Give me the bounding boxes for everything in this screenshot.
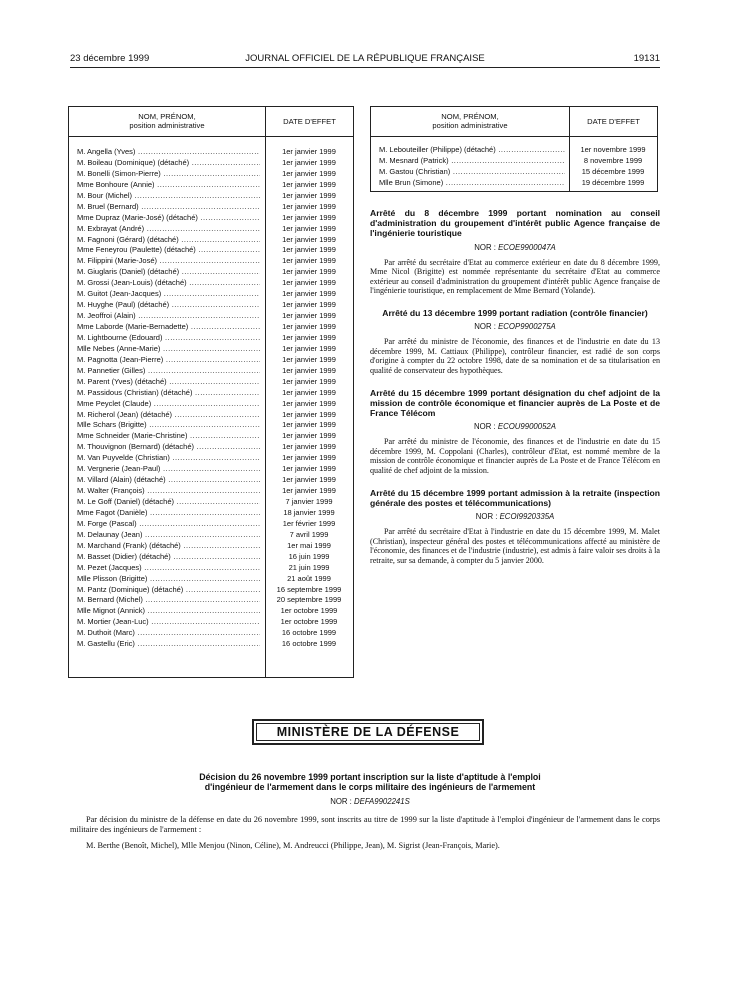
row-name: M. Bruel (Bernard) .....	[77, 202, 260, 213]
row-date: 16 octobre 1999	[281, 639, 337, 649]
row-date: 1er janvier 1999	[282, 289, 336, 299]
table-row	[69, 617, 353, 628]
table-right-header	[371, 107, 657, 137]
col-name-header	[371, 112, 569, 130]
row-date: 1er octobre 1999	[280, 617, 338, 627]
row-date: 1er janvier 1999	[282, 168, 336, 178]
row-date: 8 novembre 1999	[583, 155, 643, 165]
row-date: 1er janvier 1999	[282, 300, 336, 310]
row-name: M. Villard (Alain) (détaché) .....	[77, 475, 260, 486]
row-date: 16 juin 1999	[288, 551, 330, 561]
row-name: Mlle Nebes (Anne-Marie) .....	[77, 344, 260, 355]
table-left-header	[69, 107, 353, 137]
table-row	[69, 530, 353, 541]
table-row	[69, 245, 353, 256]
table-left-rows	[69, 147, 353, 650]
table-row	[69, 388, 353, 399]
table-row	[69, 169, 353, 180]
ministry-heading: MINISTÈRE DE LA DÉFENSE	[256, 723, 480, 741]
table-right	[370, 106, 658, 192]
table-row	[69, 322, 353, 333]
header-page-number: 19131	[633, 53, 660, 64]
table-row	[371, 145, 657, 156]
nor-code: ECOP9900275A	[498, 322, 556, 332]
row-name: M. Duthoit (Marc) .....	[77, 628, 260, 639]
table-row	[69, 191, 353, 202]
decision-text: Par décision du ministre de la défense en date du 26 novembre 1999, sont inscrits au titre de 1999 sur la liste d'aptitude à l'emploi d'ingénieur de l'armement dans le corps militaire des ingénieurs de l'armement :	[70, 815, 660, 834]
col-name-line1: NOM, PRÉNOM,	[138, 112, 196, 121]
table-left	[68, 106, 354, 678]
row-date: 21 août 1999	[287, 573, 331, 583]
nor-code: DEFA9902241S	[354, 797, 410, 806]
header-title: JOURNAL OFFICIEL DE LA RÉPUBLIQUE FRANÇAISE	[245, 53, 485, 64]
row-name: M. Gastellu (Eric) .....	[77, 639, 260, 650]
table-row	[69, 344, 353, 355]
row-date: 1er janvier 1999	[282, 343, 336, 353]
table-row	[69, 278, 353, 289]
row-name: Mme Laborde (Marie-Bernadette) .....	[77, 322, 260, 333]
nor-label: NOR :	[474, 322, 496, 332]
decision-nor	[120, 797, 620, 806]
table-row	[69, 508, 353, 519]
article-nor	[370, 322, 660, 331]
table-row	[69, 235, 353, 246]
nor-code: ECOI9920335A	[499, 511, 555, 521]
row-date: 7 avril 1999	[289, 529, 329, 539]
row-name: Mme Schneider (Marie-Christine) .....	[77, 431, 260, 442]
article-nor	[370, 243, 660, 252]
row-date: 1er janvier 1999	[282, 212, 336, 222]
table-row	[69, 202, 353, 213]
nor-code: ECOE9900047A	[498, 242, 556, 252]
table-row	[69, 552, 353, 563]
table-row	[371, 178, 657, 189]
col-date-header: DATE D'EFFET	[569, 107, 657, 137]
table-row	[69, 213, 353, 224]
row-date: 7 janvier 1999	[285, 497, 333, 506]
col-name-line2: position administrative	[129, 121, 205, 130]
row-date: 1er janvier 1999	[282, 332, 336, 342]
table-row	[69, 256, 353, 267]
table-row	[69, 224, 353, 235]
table-row	[69, 355, 353, 366]
nor-label: NOR :	[330, 797, 352, 806]
row-date: 1er novembre 1999	[580, 145, 646, 154]
row-name: M. Marchand (Frank) (détaché) .....	[77, 541, 260, 552]
row-date: 1er janvier 1999	[282, 475, 336, 485]
table-row	[69, 585, 353, 596]
article	[370, 308, 660, 376]
row-name: M. Parent (Yves) (détaché) .....	[77, 377, 260, 388]
row-name: M. Bonelli (Simon-Pierre) .....	[77, 169, 260, 180]
row-name: M. Pantz (Dominique) (détaché) .....	[77, 585, 260, 596]
article-body: Par arrêté du ministre de l'économie, des finances et de l'industrie en date du 13 décembre 1999, M. Cattiaux (Philippe), contrôleur financier, est radié de son corps d'origine à compter du 22 octobre 1998, date de sa nomination et de sa titularisation en qualité de conservateur des hypothèques.	[370, 337, 660, 375]
row-name: M. Lebouteiller (Philippe) (détaché) .....	[379, 145, 565, 156]
table-row	[69, 300, 353, 311]
article-nor	[370, 422, 660, 431]
row-date: 1er janvier 1999	[282, 147, 336, 156]
row-date: 1er janvier 1999	[282, 464, 336, 474]
table-row	[69, 639, 353, 650]
nor-label: NOR :	[474, 422, 496, 432]
col-date-header: DATE D'EFFET	[265, 107, 353, 137]
row-name: M. Bour (Michel) .....	[77, 191, 260, 202]
row-name: Mlle Brun (Simone) .....	[379, 178, 565, 189]
row-date: 20 septembre 1999	[276, 595, 342, 605]
row-date: 18 janvier 1999	[283, 507, 335, 517]
row-name: M. Forge (Pascal) .....	[77, 519, 260, 530]
row-date: 1er février 1999	[282, 518, 336, 528]
article-title: Arrêté du 13 décembre 1999 portant radiation (contrôle financier)	[382, 307, 648, 318]
row-date: 1er janvier 1999	[282, 267, 336, 277]
table-row	[69, 377, 353, 388]
row-name: M. Mortier (Jean-Luc) .....	[77, 617, 260, 628]
table-right-rows	[371, 145, 657, 189]
table-row	[69, 147, 353, 158]
row-name: Mme Fagot (Danièle) .....	[77, 508, 260, 519]
row-name: M. Guitot (Jean-Jacques) .....	[77, 289, 260, 300]
row-name: M. Thouvignon (Bernard) (détaché) .....	[77, 442, 260, 453]
row-name: M. Boileau (Dominique) (détaché) .....	[77, 158, 260, 169]
article-title: Arrêté du 8 décembre 1999 portant nomination au conseil d'administration du groupement d'intérêt public Agence française de l'ingénierie touristique	[370, 208, 660, 239]
row-date: 1er octobre 1999	[280, 606, 338, 616]
table-row	[69, 464, 353, 475]
row-name: M. Bernard (Michel) .....	[77, 595, 260, 606]
col-name-line2: position administrative	[432, 121, 508, 130]
row-name: M. Vergnerie (Jean-Paul) .....	[77, 464, 260, 475]
table-row	[69, 475, 353, 486]
row-date: 1er janvier 1999	[282, 420, 336, 430]
row-name: M. Lightbourne (Edouard) .....	[77, 333, 260, 344]
row-name: M. Van Puyvelde (Christian) .....	[77, 453, 260, 464]
table-row	[69, 606, 353, 617]
row-date: 1er janvier 1999	[282, 431, 336, 441]
table-row	[69, 267, 353, 278]
article	[370, 388, 660, 476]
nor-code: ECOU9900052A	[497, 422, 556, 432]
table-row	[69, 497, 353, 508]
nor-label: NOR :	[474, 242, 496, 252]
row-name: M. Fagnoni (Gérard) (détaché) .....	[77, 235, 260, 246]
row-name: M. Exbrayat (André) .....	[77, 224, 260, 235]
row-name: M. Jeoffroi (Alain) .....	[77, 311, 260, 322]
row-date: 1er janvier 1999	[282, 365, 336, 375]
table-row	[69, 420, 353, 431]
row-date: 1er janvier 1999	[282, 442, 336, 452]
row-date: 19 décembre 1999	[581, 177, 645, 187]
table-row	[69, 333, 353, 344]
row-date: 1er janvier 1999	[282, 245, 336, 255]
row-date: 21 juin 1999	[288, 562, 330, 572]
header-rule	[70, 67, 660, 68]
decision-names: M. Berthe (Benoît, Michel), Mlle Menjou (Ninon, Céline), M. Andreucci (Philippe, Jean), M. Sigrist (Jean-François, Marie).	[86, 841, 500, 850]
row-date: 1er janvier 1999	[282, 278, 336, 288]
row-date: 1er janvier 1999	[282, 486, 336, 496]
row-name: M. Delaunay (Jean) .....	[77, 530, 260, 541]
row-name: M. Passidous (Christian) (détaché) .....	[77, 388, 260, 399]
decision-title-line1: Décision du 26 novembre 1999 portant inscription sur la liste d'aptitude à l'emploi	[199, 772, 541, 782]
row-name: M. Richerol (Jean) (détaché) .....	[77, 410, 260, 421]
row-date: 1er janvier 1999	[282, 256, 336, 266]
row-name: Mlle Mignot (Annick) .....	[77, 606, 260, 617]
row-date: 1er janvier 1999	[282, 354, 336, 364]
article	[370, 208, 660, 296]
row-date: 1er mai 1999	[287, 540, 331, 550]
row-name: M. Walter (François) .....	[77, 486, 260, 497]
row-date: 1er janvier 1999	[282, 376, 336, 386]
article-body: Par arrêté du ministre de l'économie, des finances et de l'industrie en date du 15 décembre 1999, M. Coppolani (Charles), contrôleur d'Etat, est nommé membre de la mission de contrôle économique et financier auprès de La Poste et de France Télécom en qualité de chef adjoint de la mission.	[370, 437, 660, 475]
row-date: 1er janvier 1999	[282, 223, 336, 233]
row-name: M. Grossi (Jean-Louis) (détaché) .....	[77, 278, 260, 289]
row-date: 16 octobre 1999	[281, 628, 337, 638]
header-date: 23 décembre 1999	[70, 53, 150, 64]
row-date: 1er janvier 1999	[282, 387, 336, 397]
row-name: Mme Peyclet (Claude) .....	[77, 399, 260, 410]
table-row	[69, 519, 353, 530]
row-name: M. Pannetier (Gilles) .....	[77, 366, 260, 377]
decision-title	[120, 772, 620, 792]
row-name: M. Giuglaris (Daniel) (détaché) .....	[77, 267, 260, 278]
table-row	[69, 574, 353, 585]
decision-body	[70, 815, 660, 851]
row-date: 1er janvier 1999	[282, 398, 336, 408]
page-header	[70, 53, 660, 67]
row-name: M. Basset (Didier) (détaché) .....	[77, 552, 260, 563]
table-row	[69, 541, 353, 552]
col-name-header	[69, 112, 265, 130]
table-row	[69, 431, 353, 442]
table-row	[371, 156, 657, 167]
right-column-articles	[370, 208, 660, 577]
row-date: 1er janvier 1999	[282, 179, 336, 189]
row-name: Mme Bonhoure (Annie) .....	[77, 180, 260, 191]
row-name: M. Angella (Yves) .....	[77, 147, 260, 158]
row-date: 1er janvier 1999	[282, 234, 336, 244]
col-name-line1: NOM, PRÉNOM,	[441, 112, 499, 121]
row-name: M. Pagnotta (Jean-Pierre) .....	[77, 355, 260, 366]
nor-label: NOR :	[475, 511, 498, 521]
article-title: Arrêté du 15 décembre 1999 portant admission à la retraite (inspection générale des postes et télécommunications)	[370, 487, 660, 508]
row-date: 1er janvier 1999	[282, 190, 336, 200]
row-date: 15 décembre 1999	[581, 166, 645, 176]
table-row	[69, 399, 353, 410]
row-name: M. Gastou (Christian) .....	[379, 167, 565, 178]
row-name: M. Mesnard (Patrick) .....	[379, 156, 565, 167]
decision-title-line2: d'ingénieur de l'armement dans le corps militaire des ingénieurs de l'armement	[204, 782, 536, 793]
ministry-heading-box	[252, 719, 484, 745]
article-body: Par arrêté du secrétaire d'Etat à l'industrie en date du 15 décembre 1999, M. Malet (Christian), inspecteur général des postes et télécommunications affecté au ministère de l'économie, des finances et de l'industrie (industrie), est admis à faire valoir ses droits à la retraite, sur sa demande, à compter du 5 janvier 2000.	[370, 526, 660, 565]
row-date: 1er janvier 1999	[282, 322, 336, 331]
row-name: M. Huyghe (Paul) (détaché) .....	[77, 300, 260, 311]
table-row	[69, 180, 353, 191]
article	[370, 488, 660, 566]
table-row	[69, 453, 353, 464]
article-nor	[370, 512, 660, 521]
row-date: 1er janvier 1999	[282, 453, 336, 463]
table-row	[69, 486, 353, 497]
table-row	[69, 563, 353, 574]
row-name: Mlle Plisson (Brigitte) .....	[77, 574, 260, 585]
row-name: M. Pezet (Jacques) .....	[77, 563, 260, 574]
row-name: Mme Feneyrou (Paulette) (détaché) .....	[77, 245, 260, 256]
row-date: 16 septembre 1999	[276, 584, 342, 594]
row-name: Mlle Schars (Brigitte) .....	[77, 420, 260, 431]
table-row	[69, 410, 353, 421]
table-row	[69, 158, 353, 169]
table-row	[371, 167, 657, 178]
article-body: Par arrêté du secrétaire d'Etat au commerce extérieur en date du 8 décembre 1999, Mme Nicol (Brigitte) est nommée représentante du secrétaire d'Etat au commerce extérieur au conseil d'administration du groupement d'intérêt public Agence française de l'ingénierie touristique, en remplacement de Mme Bernard (Yolande).	[370, 257, 660, 296]
table-row	[69, 311, 353, 322]
table-row	[69, 366, 353, 377]
row-name: M. Filippini (Marie-José) .....	[77, 256, 260, 267]
table-row	[69, 289, 353, 300]
table-row	[69, 595, 353, 606]
row-name: Mme Dupraz (Marie-José) (détaché) .....	[77, 213, 260, 224]
row-date: 1er janvier 1999	[282, 157, 336, 167]
row-date: 1er janvier 1999	[282, 311, 336, 321]
row-name: M. Le Goff (Daniel) (détaché) .....	[77, 497, 260, 508]
row-date: 1er janvier 1999	[282, 409, 336, 419]
article-title: Arrêté du 15 décembre 1999 portant désignation du chef adjoint de la mission de contrôle économique et financier auprès de La Poste et de France Télécom	[370, 387, 660, 418]
table-row	[69, 442, 353, 453]
row-date: 1er janvier 1999	[282, 201, 336, 211]
table-row	[69, 628, 353, 639]
